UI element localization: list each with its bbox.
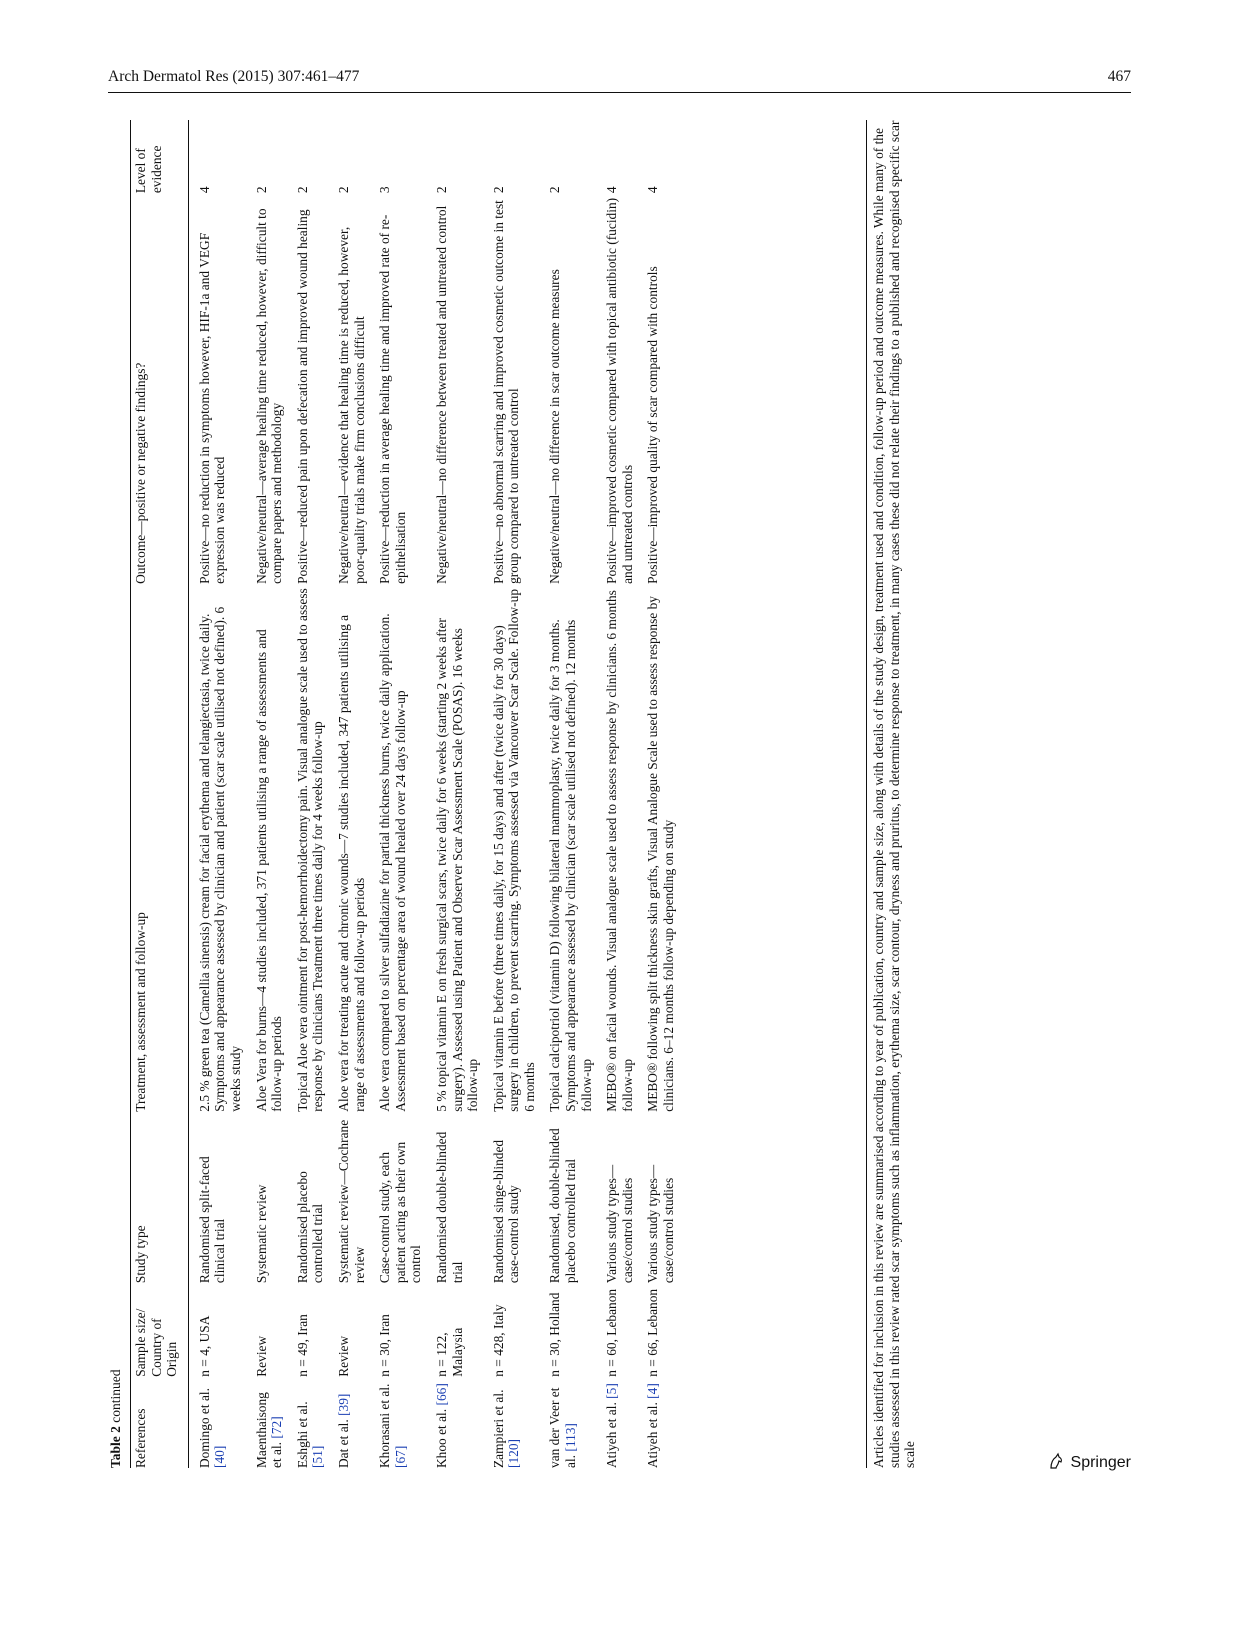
citation-link[interactable]: [72] xyxy=(269,1416,285,1439)
cell-study-type: Randomised split-faced clinical trial xyxy=(196,1156,228,1284)
cell-treatment: Aloe vera compared to silver sulfadiazine for partial thickness burns, twice daily application. Assessment based on percentage area of wound healed over 24 days follow-up xyxy=(377,613,408,1112)
cell-sample: n = 30, Holland xyxy=(547,1292,563,1377)
cell-treatment: Topical vitamin E before (three times daily, for 15 days) and after (twice daily for 30 days) surgery in children, to prevent scarring. Symptoms assessed via Vancouver Scar Scale. Follow-up 6 months xyxy=(490,588,537,1112)
citation-link[interactable]: [113] xyxy=(563,1423,579,1452)
cell-study-type: Case-control study, each patient acting as their own control xyxy=(377,1141,424,1284)
cell-level: 4 xyxy=(604,186,620,194)
cell-level: 2 xyxy=(294,186,310,194)
reference-authors: Khoo et al. xyxy=(433,1408,449,1468)
citation-link[interactable]: [39] xyxy=(335,1393,351,1416)
cell-sample: n = 122, Malaysia xyxy=(433,1327,465,1377)
table-row xyxy=(291,120,332,1468)
col-header-references: References xyxy=(131,1377,189,1468)
citation-link[interactable]: [51] xyxy=(310,1445,326,1468)
cell-outcome: Negative/neutral—no difference between treated and untreated control xyxy=(433,205,449,584)
cell-level: 2 xyxy=(253,186,269,194)
col-header-level: Level of evidence xyxy=(131,120,189,193)
table-row xyxy=(188,120,249,1468)
table-caption xyxy=(108,1369,124,1468)
cell-reference xyxy=(291,1377,332,1468)
cell-treatment: 2.5 % green tea (Camellia sinensis) cream for facial erythema and telangiectasia, twice daily. Symptoms and appearance assessed by clinician and patient (scar scale utilised not defined). 6 weeks study xyxy=(196,606,243,1112)
reference-authors: van der Veer et al. xyxy=(547,1387,579,1468)
table-row xyxy=(543,120,600,1468)
cell-outcome: Negative/neutral—average healing time reduced, however, difficult to compare papers and methodology xyxy=(253,208,285,584)
cell-study-type: Randomised, double-blinded placebo controlled trial xyxy=(547,1128,579,1284)
cell-outcome: Positive—improved quality of scar compared with controls xyxy=(645,266,661,584)
table-caption-text: continued xyxy=(108,1369,123,1423)
cell-treatment: Topical calcipotriol (vitamin D) following bilateral mammoplasty, twice daily for 3 months. Symptoms and appearance assessed by clinician (scar scale utilised not defined). 12 months follow-up xyxy=(547,619,594,1112)
table-row xyxy=(641,120,682,1468)
publisher-logo xyxy=(1048,1452,1131,1472)
cell-study-type: Various study types—case/control studies xyxy=(604,1164,635,1284)
cell-sample: n = 49, Iran xyxy=(294,1314,310,1377)
col-header-sample: Sample size/ Country of Origin xyxy=(131,1283,189,1377)
col-header-study-type: Study type xyxy=(131,1112,189,1283)
reference-authors: Atiyeh et al. xyxy=(645,1402,661,1468)
cell-outcome: Negative/neutral—evidence that healing time is reduced, however, poor-quality trials make firm conclusions difficult xyxy=(335,226,367,584)
cell-treatment: Topical Aloe vera ointment for post-hemorrhoidectomy pain. Visual analogue scale used to assess response by clinicians Treatment three times daily for 4 weeks follow-up xyxy=(294,588,326,1112)
table-row xyxy=(487,120,544,1468)
cell-level: 4 xyxy=(645,186,661,194)
cell-reference xyxy=(373,1377,430,1468)
citation-link[interactable]: [5] xyxy=(604,1383,620,1399)
cell-treatment: Aloe vera for treating acute and chronic wounds—7 studies included, 347 patients utilising a range of assessments and follow-up periods xyxy=(335,614,367,1112)
col-header-treatment: Treatment, assessment and follow-up xyxy=(131,584,189,1112)
cell-treatment: MEBO® on facial wounds. Visual analogue scale used to assess response by clinicians. 6 months follow-up xyxy=(604,590,635,1112)
cell-reference xyxy=(641,1377,682,1468)
rotated-table-region xyxy=(108,120,1108,1468)
cell-reference xyxy=(250,1377,291,1468)
cell-treatment: MEBO® following split thickness skin grafts, Visual Analogue Scale used to assess response by clinicians. 6–12 months follow-up depending on study xyxy=(645,596,677,1112)
publisher-name: Springer xyxy=(1070,1454,1131,1471)
cell-level: 2 xyxy=(335,186,351,194)
citation-link[interactable]: [120] xyxy=(506,1438,522,1468)
citation-link[interactable]: [40] xyxy=(212,1445,228,1468)
cell-study-type: Various study types—case/control studies xyxy=(645,1164,677,1284)
running-header xyxy=(108,64,1131,93)
reference-authors: Domingo et al. xyxy=(196,1388,212,1468)
reference-authors: Atiyeh et al. xyxy=(604,1402,620,1468)
cell-level: 2 xyxy=(433,186,449,194)
citation-link[interactable]: [66] xyxy=(433,1383,449,1406)
table-body xyxy=(188,120,682,1468)
table-header-row xyxy=(131,120,189,1468)
cell-study-type: Randomised placebo controlled trial xyxy=(294,1171,326,1284)
evidence-table xyxy=(130,120,683,1468)
cell-sample: n = 30, Iran xyxy=(377,1314,393,1377)
page-number: 467 xyxy=(1107,68,1131,85)
cell-sample: Review xyxy=(253,1335,269,1377)
col-header-outcome: Outcome—positive or negative findings? xyxy=(131,193,189,584)
citation-link[interactable]: [67] xyxy=(392,1445,408,1468)
cell-sample: n = 4, USA xyxy=(196,1315,212,1377)
cell-reference xyxy=(543,1377,600,1468)
cell-level: 3 xyxy=(377,186,393,194)
cell-outcome: Positive—no reduction in symptoms however, HIF-1a and VEGF expression was reduced xyxy=(196,232,228,584)
cell-reference xyxy=(332,1377,373,1468)
reference-authors: Khorasani et al. xyxy=(377,1383,393,1468)
cell-reference xyxy=(188,1377,249,1468)
cell-study-type: Systematic review—Cochrane review xyxy=(335,1119,367,1284)
table-row xyxy=(600,120,641,1468)
cell-reference xyxy=(487,1377,544,1468)
citation-link[interactable]: [4] xyxy=(645,1383,661,1399)
table-row xyxy=(430,120,487,1468)
cell-study-type: Randomised double-blinded trial xyxy=(433,1131,465,1284)
cell-study-type: Randomised singe-blinded case-control study xyxy=(490,1139,522,1284)
table-label: Table 2 xyxy=(108,1426,123,1468)
journal-citation: Arch Dermatol Res (2015) 307:461–477 xyxy=(108,68,360,85)
table-row xyxy=(373,120,430,1468)
table-row xyxy=(332,120,373,1468)
cell-study-type: Systematic review xyxy=(253,1184,269,1284)
reference-authors: Zampieri et al. xyxy=(490,1389,506,1468)
cell-outcome: Positive—improved cosmetic compared with topical antibiotic (fucidin) and untreated controls xyxy=(604,197,635,584)
springer-horse-icon xyxy=(1048,1452,1064,1470)
cell-sample: n = 60, Lebanon xyxy=(604,1288,620,1377)
table-row xyxy=(250,120,291,1468)
cell-treatment: Aloe Vera for burns—4 studies included, 371 patients utilising a range of assessments and follow-up periods xyxy=(253,629,285,1112)
cell-reference xyxy=(430,1377,487,1468)
cell-level: 4 xyxy=(196,186,212,194)
cell-sample: Review xyxy=(335,1335,351,1377)
cell-outcome: Positive—reduced pain upon defecation and improved wound healing xyxy=(294,209,310,584)
cell-sample: n = 428, Italy xyxy=(490,1304,506,1377)
reference-authors: Eshghi et al. xyxy=(294,1401,310,1468)
cell-level: 2 xyxy=(490,186,506,194)
cell-outcome: Positive—no abnormal scarring and improved cosmetic outcome in test group compared to untreated control xyxy=(490,200,522,584)
cell-outcome: Negative/neutral—no difference in scar outcome measures xyxy=(547,269,563,584)
cell-level: 2 xyxy=(547,186,563,194)
cell-treatment: 5 % topical vitamin E on fresh surgical scars, twice daily for 6 weeks (starting 2 weeks after surgery). Assessed using Patient and Observer Scar Assessment Scale (POSAS). 16 weeks follow-up xyxy=(433,618,481,1112)
reference-authors: Maenthaisong et al. xyxy=(253,1392,285,1468)
reference-authors: Dat et al. xyxy=(335,1419,351,1468)
cell-sample: n = 66, Lebanon xyxy=(645,1288,661,1377)
cell-reference xyxy=(600,1377,641,1468)
table-footnote: Articles identified for inclusion in this review are summarised according to year of publication, country and sample size, along with details of the study design, treatment used and condition, follow-up period and outcome measures. While many of the studies assessed in this review rated scar symptoms such as inflammation, erythema size, scar contour, dryness and pruritus, to determine response to treatment, in many cases these did not relate their findings to a published and recognised specific scar scale xyxy=(866,120,918,1468)
cell-outcome: Positive—reduction in average healing time and improved rate of re-epithelisation xyxy=(377,214,408,584)
